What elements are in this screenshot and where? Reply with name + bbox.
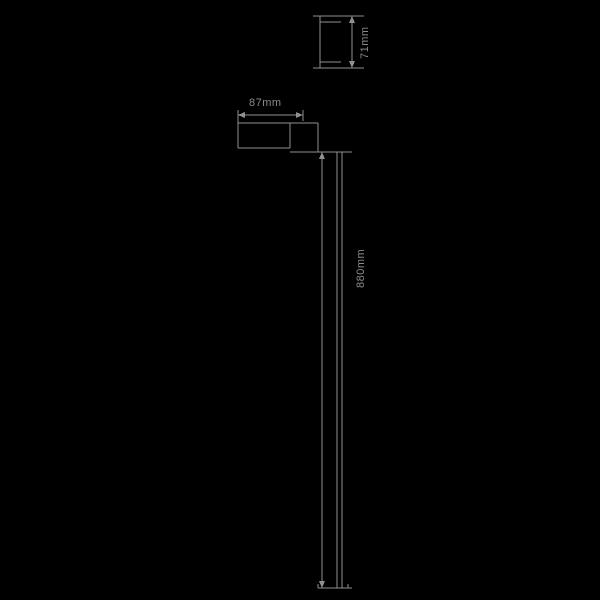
dimension-label-71mm: 71mm <box>359 26 371 59</box>
arrow-71-top <box>349 16 355 23</box>
arrow-87-left <box>238 112 245 118</box>
arrow-87-right <box>296 112 303 118</box>
arrow-880-bottom <box>319 581 325 588</box>
arrow-880-top <box>319 152 325 159</box>
dimension-label-87mm: 87mm <box>249 97 282 109</box>
dimension-label-880mm: 880mm <box>355 248 367 288</box>
arrow-71-bottom <box>349 61 355 68</box>
